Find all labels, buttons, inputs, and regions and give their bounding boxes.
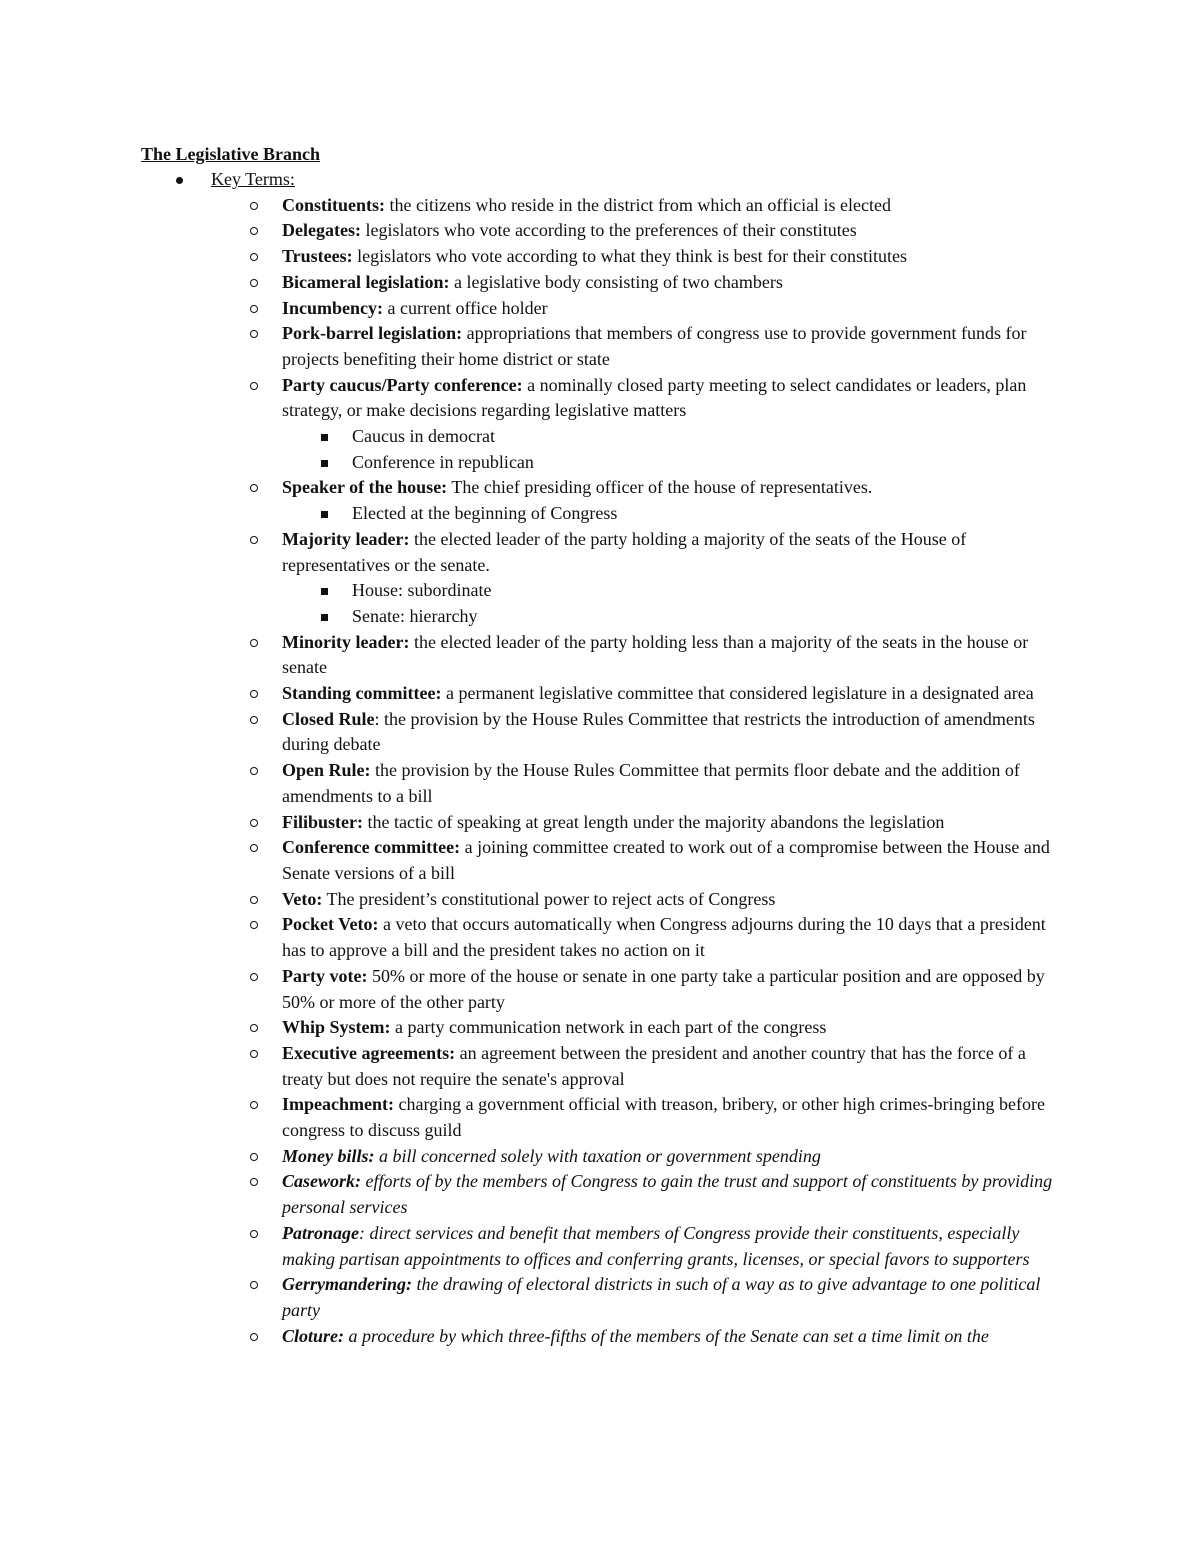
bullet-circle-icon xyxy=(250,896,258,904)
term-item xyxy=(247,296,1062,322)
term-name: Pork-barrel legislation: xyxy=(282,323,463,344)
term-definition: the provision by the House Rules Committee that permits floor debate and the addition of amendments to a bill xyxy=(282,760,1020,806)
list-item-key-terms xyxy=(176,167,1076,1349)
bullet-circle-icon xyxy=(250,1050,258,1058)
term-name: Whip System: xyxy=(282,1017,391,1038)
sub-item-text: Elected at the beginning of Congress xyxy=(352,503,618,524)
term-definition: a procedure by which three-fifths of the members of the Senate can set a time limit on the xyxy=(344,1325,989,1346)
bullet-circle-icon xyxy=(250,536,258,544)
term-item xyxy=(247,835,1062,886)
term-name: Trustees: xyxy=(282,246,353,267)
sub-list xyxy=(282,501,1062,527)
sub-item xyxy=(317,450,1062,476)
term-name: Bicameral legislation: xyxy=(282,271,450,292)
sub-item-text: Conference in republican xyxy=(352,451,534,472)
term-item xyxy=(247,1144,1062,1170)
bullet-circle-icon xyxy=(250,716,258,724)
bullet-circle-icon xyxy=(250,844,258,852)
term-definition: efforts of by the members of Congress to gain the trust and support of constituents by providing personal services xyxy=(282,1171,1053,1218)
bullet-circle-icon xyxy=(250,1230,258,1238)
sub-item-text: House: subordinate xyxy=(352,580,492,601)
sub-item xyxy=(317,501,1062,527)
term-item xyxy=(247,270,1062,296)
term-name: Patronage xyxy=(282,1222,360,1243)
term-item xyxy=(247,1015,1062,1041)
term-name: Incumbency: xyxy=(282,297,384,318)
outline-list xyxy=(176,167,1076,1349)
term-name: Conference committee: xyxy=(282,837,461,858)
bullet-circle-icon xyxy=(250,279,258,287)
term-definition: legislators who vote according to what they think is best for their constitutes xyxy=(352,246,908,267)
term-name: Minority leader: xyxy=(282,631,410,652)
term-definition: a nominally closed party meeting to select candidates or leaders, plan strategy, or make decisions regarding legislative matters xyxy=(282,374,1027,421)
bullet-circle-icon xyxy=(250,1333,258,1341)
bullet-square-icon xyxy=(321,434,328,441)
bullet-square-icon xyxy=(321,511,328,518)
bullet-circle-icon xyxy=(250,819,258,827)
bullet-circle-icon xyxy=(250,921,258,929)
term-item xyxy=(247,193,1062,219)
term-item xyxy=(247,1092,1062,1143)
term-definition: legislators who vote according to the preferences of their constitutes xyxy=(360,220,857,241)
term-name: Closed Rule xyxy=(282,708,375,729)
bullet-circle-icon xyxy=(250,767,258,775)
term-definition: appropriations that members of congress use to provide government funds for projects benefiting their home district or state xyxy=(282,323,1027,369)
term-item xyxy=(247,630,1062,681)
term-definition: : the provision by the House Rules Committee that restricts the introduction of amendments during debate xyxy=(282,708,1035,755)
term-definition: a current office holder xyxy=(383,297,548,318)
term-item xyxy=(247,707,1062,758)
term-definition: a joining committee created to work out of a compromise between the House and Senate versions of a bill xyxy=(282,837,1050,883)
term-definition: the elected leader of the party holding a majority of the seats of the House of representatives or the senate. xyxy=(282,528,967,575)
term-name: Party caucus/Party conference: xyxy=(282,374,523,395)
term-definition: a bill concerned solely with taxation or government spending xyxy=(374,1145,821,1166)
term-definition: 50% or more of the house or senate in one party take a particular position and are opposed by 50% or more of the other party xyxy=(282,965,1045,1012)
term-item xyxy=(247,681,1062,707)
sub-list xyxy=(282,424,1062,475)
sub-item xyxy=(317,604,1062,630)
bullet-circle-icon xyxy=(250,639,258,647)
term-name: Veto: xyxy=(282,888,323,909)
bullet-circle-icon xyxy=(250,202,258,210)
term-item xyxy=(247,912,1062,963)
term-name: Money bills: xyxy=(282,1145,375,1166)
term-name: Filibuster: xyxy=(282,811,363,832)
term-item xyxy=(247,1041,1062,1092)
term-name: Speaker of the house: xyxy=(282,477,448,498)
bullet-circle-icon xyxy=(250,1153,258,1161)
term-definition: the drawing of electoral districts in such of a way as to give advantage to one political party xyxy=(282,1274,1041,1320)
section-label: Key Terms: xyxy=(211,169,295,189)
bullet-circle-icon xyxy=(250,1281,258,1289)
term-name: Impeachment: xyxy=(282,1094,394,1115)
term-item xyxy=(247,527,1062,630)
term-definition: a veto that occurs automatically when Congress adjourns during the 10 days that a president has to approve a bill and the president takes no action on it xyxy=(282,914,1046,961)
bullet-square-icon xyxy=(321,460,328,467)
term-definition: the tactic of speaking at great length under the majority abandons the legislation xyxy=(363,811,945,832)
terms-list xyxy=(211,193,1076,1350)
term-name: Pocket Veto: xyxy=(282,914,379,935)
bullet-square-icon xyxy=(321,588,328,595)
term-item xyxy=(247,887,1062,913)
term-name: Open Rule: xyxy=(282,760,371,781)
term-item xyxy=(247,244,1062,270)
bullet-circle-icon xyxy=(250,690,258,698)
bullet-circle-icon xyxy=(250,1101,258,1109)
bullet-circle-icon xyxy=(250,305,258,313)
term-name: Cloture: xyxy=(282,1325,345,1346)
bullet-circle-icon xyxy=(250,1178,258,1186)
term-definition: the elected leader of the party holding less than a majority of the seats in the house or senate xyxy=(282,631,1029,678)
bullet-circle-icon xyxy=(250,973,258,981)
term-name: Executive agreements: xyxy=(282,1042,456,1063)
bullet-disc-icon xyxy=(176,177,183,184)
term-item xyxy=(247,475,1062,526)
term-name: Majority leader: xyxy=(282,528,410,549)
term-item xyxy=(247,321,1062,372)
sub-item-text: Senate: hierarchy xyxy=(352,605,478,626)
term-item xyxy=(247,218,1062,244)
term-name: Delegates: xyxy=(282,220,361,241)
term-item xyxy=(247,1272,1062,1323)
bullet-circle-icon xyxy=(250,227,258,235)
term-definition: an agreement between the president and another country that has the force of a treaty but does not require the senate's approval xyxy=(282,1042,1026,1089)
term-definition: the citizens who reside in the district from which an official is elected xyxy=(385,194,892,215)
term-item xyxy=(247,758,1062,809)
term-definition: : direct services and benefit that members of Congress provide their constituents, especially making partisan appointments to offices and conferring grants, licenses, or special favors to supporters xyxy=(282,1222,1030,1269)
bullet-circle-icon xyxy=(250,1024,258,1032)
term-name: Constituents: xyxy=(282,194,386,215)
bullet-circle-icon xyxy=(250,330,258,338)
bullet-square-icon xyxy=(321,614,328,621)
sub-item xyxy=(317,578,1062,604)
term-definition: The chief presiding officer of the house of representatives. xyxy=(447,477,873,498)
page-title: The Legislative Branch xyxy=(141,144,320,164)
term-item xyxy=(247,964,1062,1015)
term-definition: a permanent legislative committee that considered legislature in a designated area xyxy=(441,683,1034,704)
sub-item-text: Caucus in democrat xyxy=(352,426,495,447)
term-name: Party vote: xyxy=(282,965,368,986)
term-name: Casework: xyxy=(282,1171,362,1192)
term-definition: charging a government official with treason, bribery, or other high crimes-bringing before congress to discuss guild xyxy=(282,1094,1045,1141)
term-item xyxy=(247,1221,1062,1272)
term-name: Standing committee: xyxy=(282,683,442,704)
term-item xyxy=(247,1169,1062,1220)
term-item xyxy=(247,373,1062,476)
term-name: Gerrymandering: xyxy=(282,1274,412,1295)
bullet-circle-icon xyxy=(250,484,258,492)
term-item xyxy=(247,1324,1062,1350)
sub-list xyxy=(282,578,1062,629)
term-item xyxy=(247,810,1062,836)
bullet-circle-icon xyxy=(250,382,258,390)
sub-item xyxy=(317,424,1062,450)
term-definition: a party communication network in each part of the congress xyxy=(390,1017,827,1038)
bullet-circle-icon xyxy=(250,253,258,261)
term-definition: The president’s constitutional power to reject acts of Congress xyxy=(322,888,776,909)
term-definition: a legislative body consisting of two chambers xyxy=(449,271,783,292)
